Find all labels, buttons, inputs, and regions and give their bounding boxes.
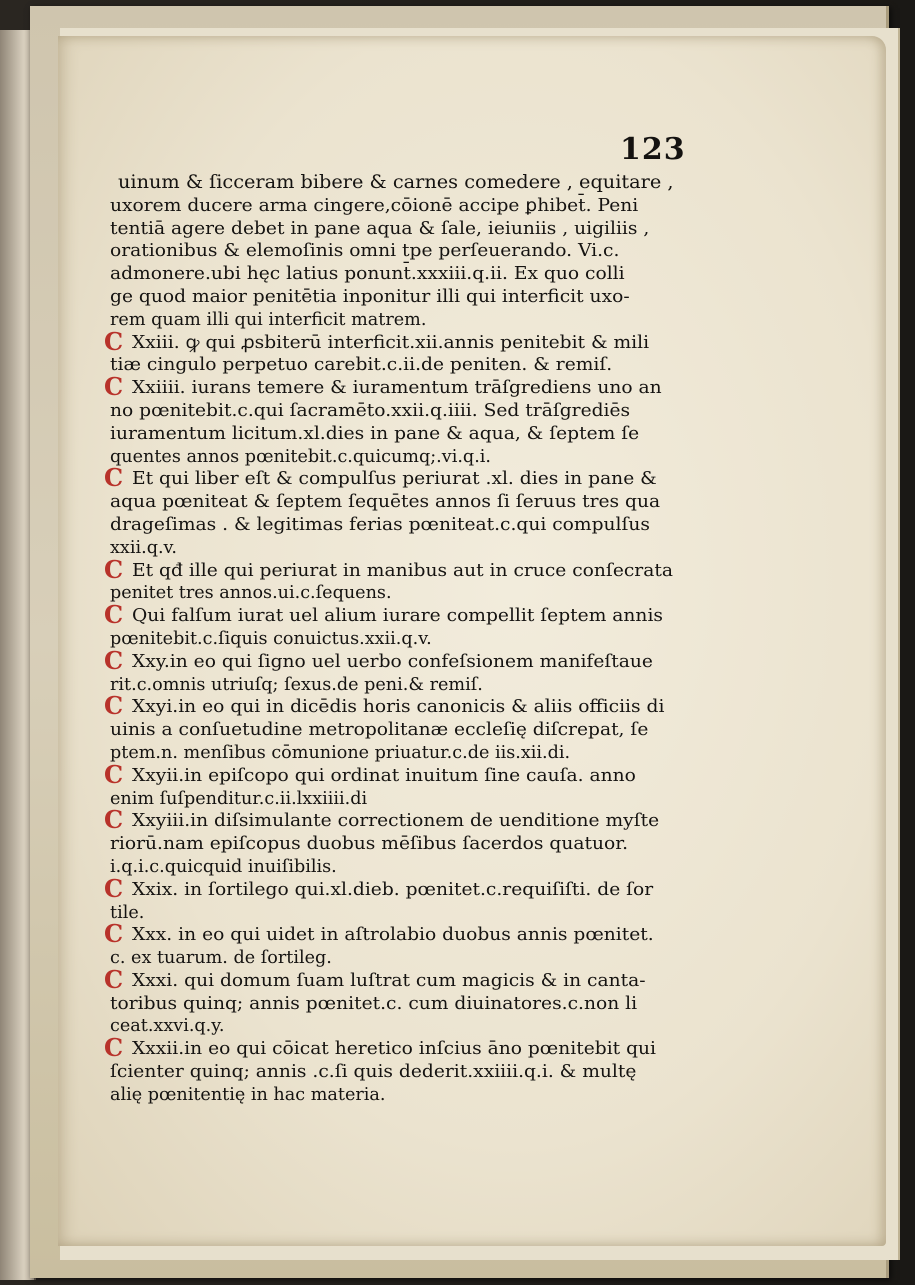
- text-line: [110, 218, 685, 241]
- rubricated-paragraph-line: [104, 873, 685, 903]
- text-line: [110, 628, 685, 651]
- text-line: [110, 902, 685, 925]
- text-line: [110, 354, 685, 377]
- line-text: tile.: [110, 902, 145, 923]
- line-text: riorū.nam epiſcopus duobus mēſibus ſacerdos quatuor.: [110, 834, 629, 855]
- text-line: [110, 491, 685, 514]
- text-line: [110, 537, 685, 560]
- rubric-mark-icon: C: [104, 326, 124, 356]
- line-text: ceat.xxvi.q.y.: [110, 1016, 225, 1037]
- rubric-mark-icon: C: [104, 1033, 124, 1063]
- text-line: [110, 423, 685, 446]
- line-text: iuramentum licitum.xl.dies in pane & aqua, & ſeptem ſe: [110, 423, 640, 444]
- line-text: tentiā agere debet in pane aqua & ſale, ieiuniis , uigiliis ,: [110, 218, 650, 239]
- rubricated-paragraph-line: [104, 554, 685, 584]
- line-text: pœnitebit.c.ſiquis conuictus.xxii.q.v.: [110, 628, 432, 649]
- line-text: ſcienter quinq; annis .c.ſi quis dederit.xxiiii.q.i. & multę: [110, 1062, 637, 1083]
- line-text: rit.c.omnis utriuſq; ſexus.de peni.& remiſ.: [110, 674, 483, 695]
- line-text: Xxiii. ꝙ qui ꝓsbiterū interficit.xii.annis penitebit & mili: [132, 332, 650, 353]
- rubric-mark-icon: C: [104, 372, 124, 402]
- main-text-block: [104, 172, 685, 1107]
- text-line: [110, 195, 685, 218]
- text-line: [110, 446, 685, 469]
- line-text: uxorem ducere arma cingere,cōionē accipe ꝑhibet̄. Peni: [110, 195, 639, 216]
- line-text: Xxxi. qui domum ſuam luſtrat cum magicis & in canta-: [132, 970, 646, 991]
- text-line: [110, 1061, 685, 1084]
- rubricated-paragraph-line: [104, 326, 685, 356]
- text-line: [110, 674, 685, 697]
- rubricated-paragraph-line: [104, 1033, 685, 1063]
- text-line: [110, 172, 685, 195]
- rubric-mark-icon: C: [104, 964, 124, 994]
- line-text: Et qđ ille qui periurat in manibus aut in cruce conſecrata: [132, 560, 673, 581]
- line-text: Xxxii.in eo qui cōicat heretico inſcius āno pœnitebit qui: [132, 1039, 657, 1060]
- text-line: [110, 514, 685, 537]
- line-text: tiæ cingulo perpetuo carebit.c.ii.de peniten. & remiſ.: [110, 355, 613, 376]
- line-text: Xxiiii. iurans temere & iuramentum trāſgrediens uno an: [132, 378, 662, 399]
- rubric-mark-icon: C: [104, 759, 124, 789]
- text-line: [110, 286, 685, 309]
- rubricated-paragraph-line: [104, 759, 685, 789]
- line-text: orationibus & elemoſinis omni tpe perſeuerando. Vi.c.: [110, 241, 620, 262]
- rubric-mark-icon: C: [104, 645, 124, 675]
- line-text: rem quam illi qui interficit matrem.: [110, 309, 427, 330]
- line-text: enim ſuſpenditur.c.ii.lxxiiii.di: [110, 788, 368, 809]
- line-text: no pœnitebit.c.qui ſacramēto.xxii.q.iiii. Sed trāſgrediēs: [110, 400, 631, 421]
- rubric-mark-icon: C: [104, 919, 124, 949]
- rubric-mark-icon: C: [104, 691, 124, 721]
- line-text: Xxyiii.in diſsimulante correctionem de uenditione myſte: [132, 811, 660, 832]
- text-line: [110, 582, 685, 605]
- rubricated-paragraph-line: [104, 964, 685, 994]
- text-line: [110, 993, 685, 1016]
- rubric-mark-icon: C: [104, 600, 124, 630]
- line-text: uinum & ſicceram bibere & carnes comedere , equitare ,: [118, 172, 674, 193]
- line-text: Xxyi.in eo qui in dicēdis horis canonicis & aliis officiis di: [132, 697, 665, 718]
- line-text: xxii.q.v.: [110, 537, 177, 558]
- rubricated-paragraph-line: [104, 919, 685, 949]
- rubricated-paragraph-line: [104, 600, 685, 630]
- line-text: drageſimas . & legitimas ferias pœniteat.c.qui compulſus: [110, 514, 651, 535]
- text-line: [110, 788, 685, 811]
- text-line: [110, 400, 685, 423]
- line-text: toribus quinq; annis pœnitet.c. cum diuinatores.c.non li: [110, 993, 638, 1014]
- rubricated-paragraph-line: [104, 805, 685, 835]
- line-text: ge quod maior penitētia inponitur illi qui interficit uxo-: [110, 286, 630, 307]
- line-text: penitet tres annos.ui.c.ſequens.: [110, 583, 392, 604]
- text-line: [110, 856, 685, 879]
- rubricated-paragraph-line: [104, 463, 685, 493]
- rubric-mark-icon: C: [104, 463, 124, 493]
- folio-number: 123: [620, 132, 686, 167]
- rubric-mark-icon: C: [104, 805, 124, 835]
- text-line: [110, 742, 685, 765]
- line-text: admonere.ubi hęc latius ponunt̄.xxxiii.q.ii. Ex quo colli: [110, 264, 625, 285]
- line-text: Qui falſum iurat uel alium iurare compellit ſeptem annis: [132, 606, 663, 627]
- text-line: [110, 833, 685, 856]
- text-line: [110, 309, 685, 332]
- rubric-mark-icon: C: [104, 554, 124, 584]
- line-text: uinis a conſuetudine metropolitanæ eccleſię diſcrepat, ſe: [110, 720, 649, 741]
- text-line: [110, 947, 685, 970]
- rubricated-paragraph-line: [104, 691, 685, 721]
- line-text: i.q.i.c.quicquid inuiſibilis.: [110, 856, 337, 877]
- text-line: [110, 263, 685, 286]
- text-line: [110, 719, 685, 742]
- rubricated-paragraph-line: [104, 372, 685, 402]
- line-text: Et qui liber eſt & compulſus periurat .xl. dies in pane &: [132, 469, 657, 490]
- rubric-mark-icon: C: [104, 873, 124, 903]
- line-text: Xxy.in eo qui ſigno uel uerbo confeſsionem manifeſtaue: [132, 651, 653, 672]
- rubricated-paragraph-line: [104, 645, 685, 675]
- line-text: c. ex tuarum. de ſortileg.: [110, 948, 332, 969]
- line-text: Xxyii.in epiſcopo qui ordinat inuitum ſine cauſa. anno: [132, 765, 636, 786]
- line-text: quentes annos pœnitebit.c.quicumq;.vi.q.i.: [110, 446, 492, 467]
- line-text: Xxix. in ſortilego qui.xl.dieb. pœnitet.c.requiſiſti. de ſor: [132, 879, 654, 900]
- text-line: [110, 240, 685, 263]
- line-text: alię pœnitentię in hac materia.: [110, 1084, 386, 1105]
- text-line: [110, 1084, 685, 1107]
- line-text: aqua pœniteat & ſeptem ſequētes annos ſi ſeruus tres qua: [110, 492, 661, 513]
- line-text: ptem.n. menſibus cōmunione priuatur.c.de iis.xii.di.: [110, 742, 571, 763]
- line-text: Xxx. in eo qui uidet in aſtrolabio duobus annis pœnitet.: [132, 925, 654, 946]
- text-line: [110, 1015, 685, 1038]
